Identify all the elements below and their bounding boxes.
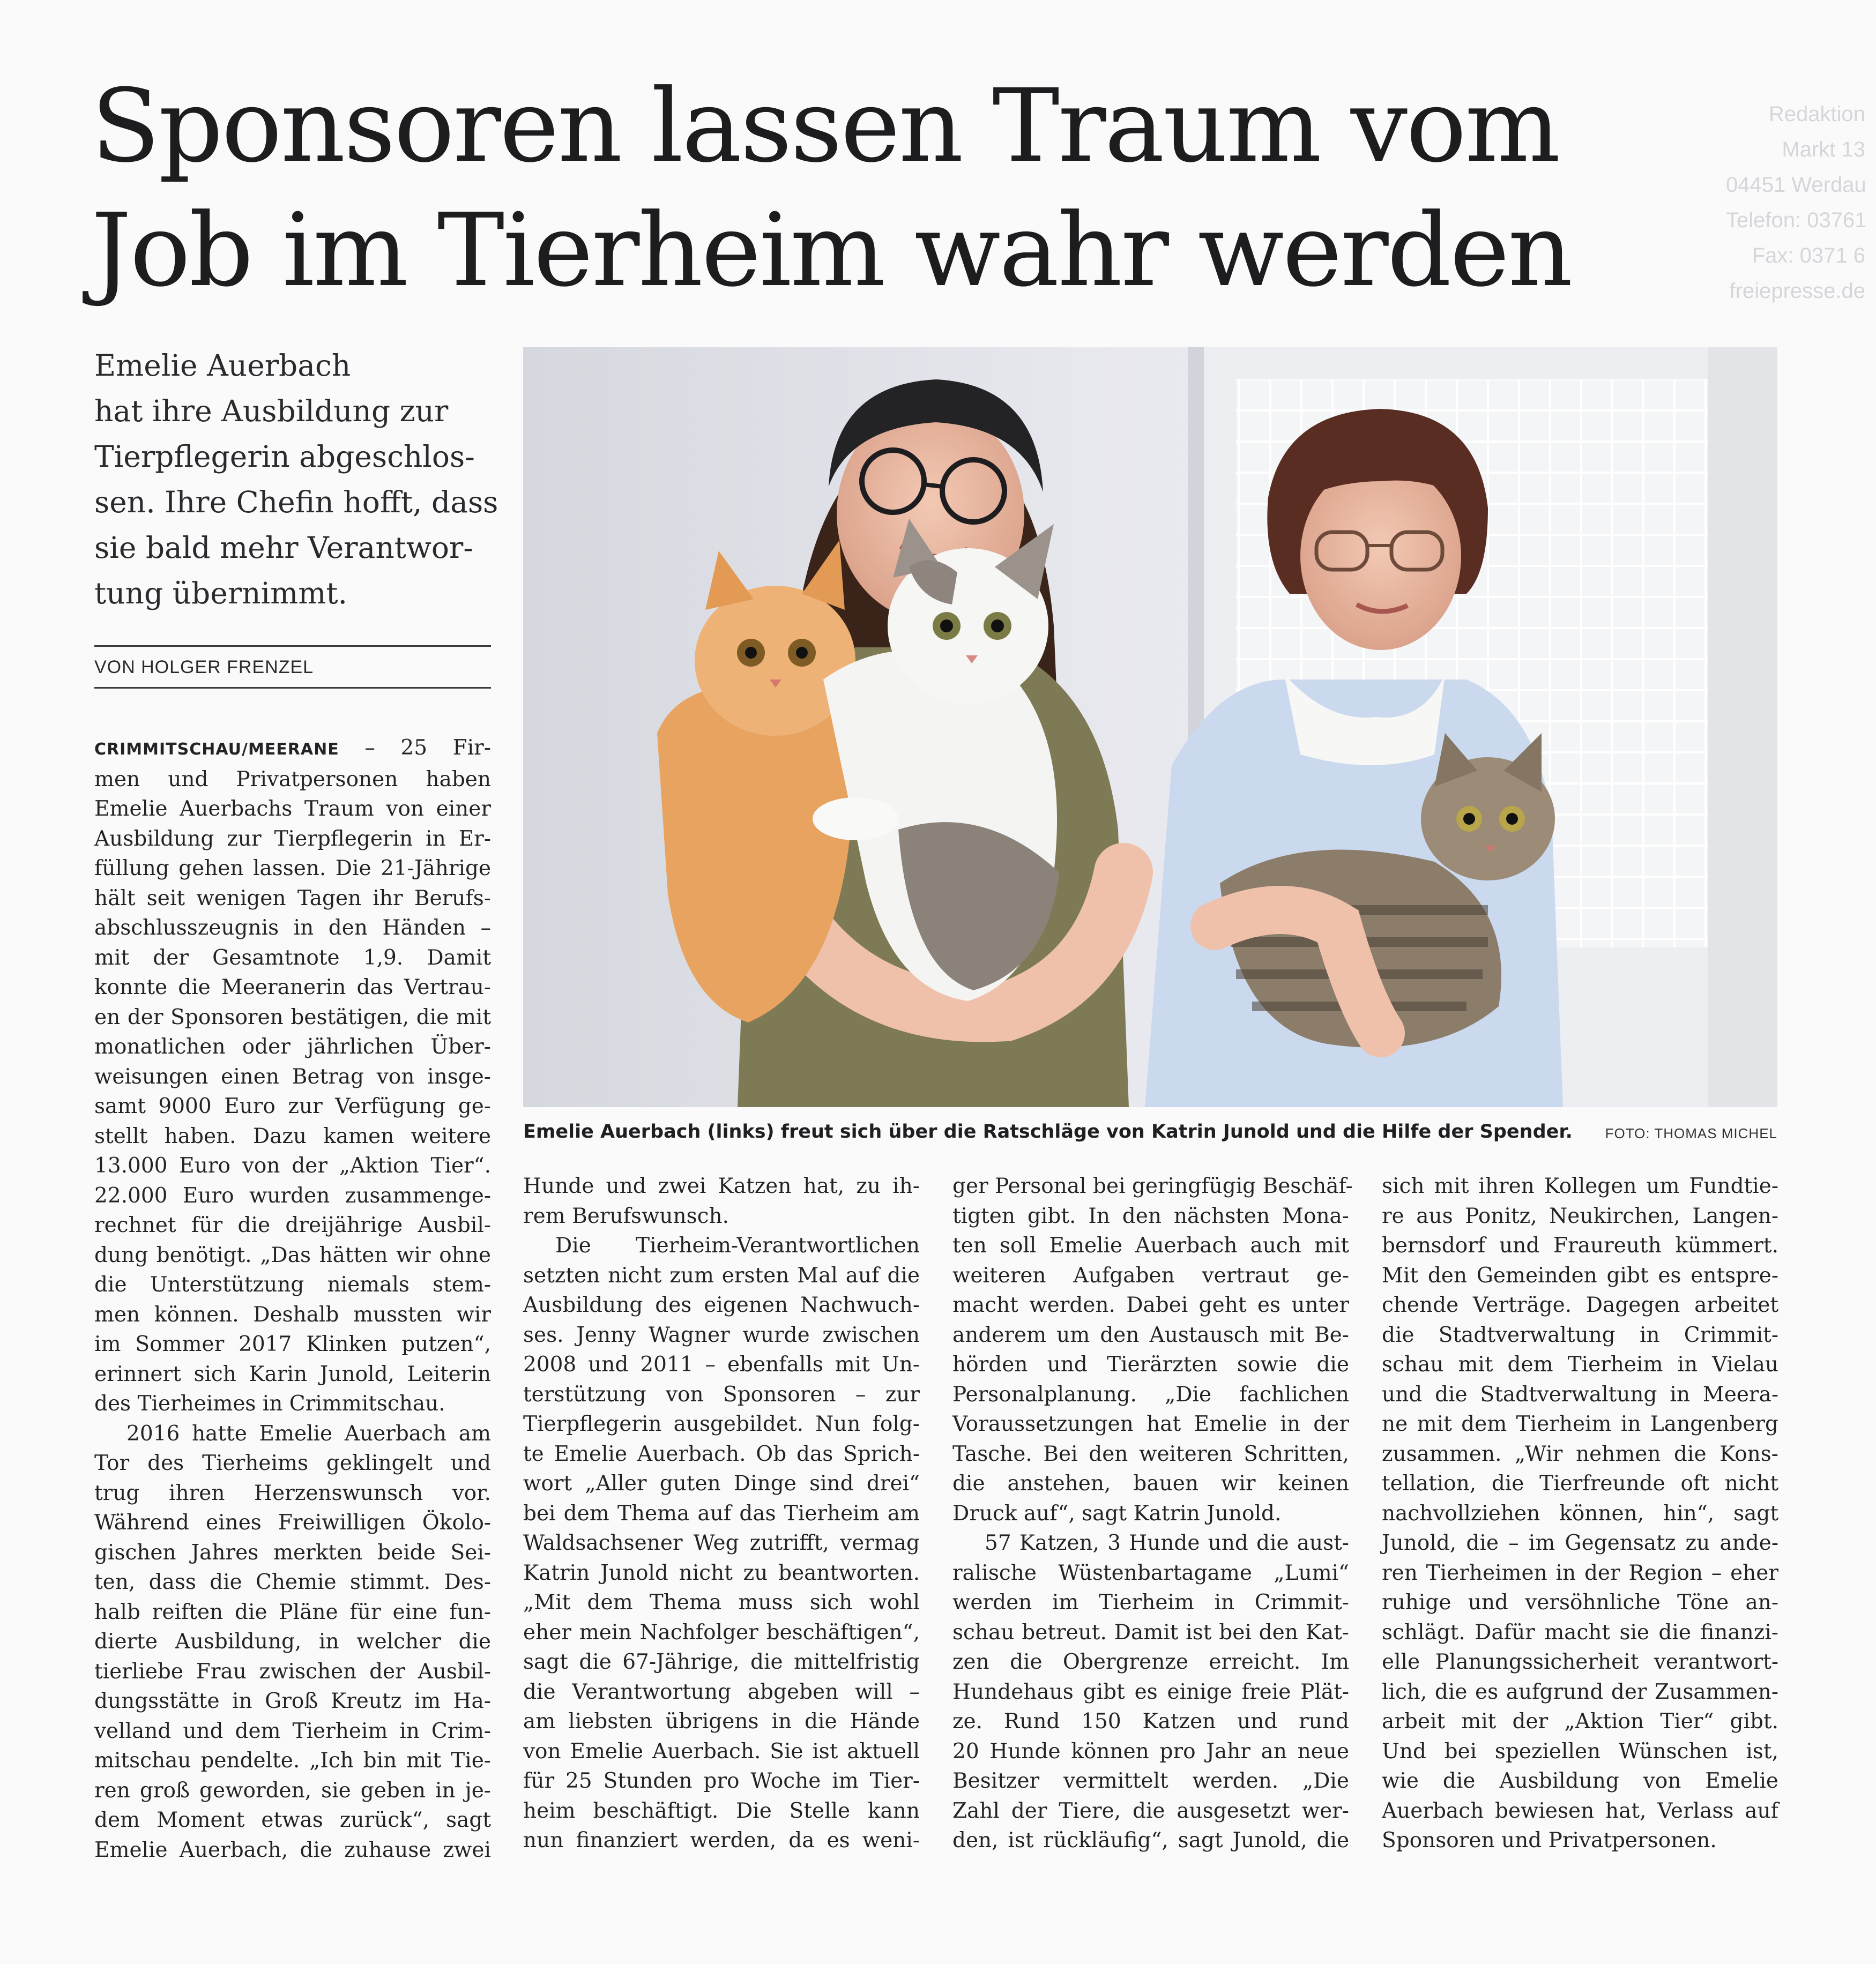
column-line: monatlichen oder jährlichen Über- <box>94 1035 491 1059</box>
column-line: chende Verträge. Dagegen arbeitet <box>1382 1293 1778 1317</box>
column-line: bei dem Thema auf das Tierheim am <box>523 1501 920 1526</box>
headline-line-2: Job im Tierheim wahr werden <box>91 192 1572 309</box>
column-line: Junold, die – im Gegensatz zu ande- <box>1382 1531 1778 1555</box>
column-line: halb reiften die Pläne für eine fun- <box>94 1600 491 1624</box>
column-line: Personalplanung. „Die fachlichen <box>952 1382 1349 1407</box>
column-line: elle Planungssicherheit verantwort- <box>1382 1650 1778 1674</box>
column-line: 2016 hatte Emelie Auerbach am <box>126 1421 491 1446</box>
column-line: Auerbach bewiesen hat, Verlass auf <box>1382 1798 1778 1823</box>
teaser-line: sen. Ihre Chefin hofft, dass <box>94 485 498 519</box>
column-line: dung benötigt. „Das hätten wir ohne <box>94 1243 491 1267</box>
column-line: ralische Wüstenbartagame „Lumi“ <box>952 1560 1349 1585</box>
photo <box>523 347 1777 1107</box>
column-line: re aus Ponitz, Neukirchen, Langen- <box>1382 1204 1778 1228</box>
column-line: dierte Ausbildung, in welcher die <box>94 1630 491 1654</box>
column-line: für 25 Stunden pro Woche im Tier- <box>523 1769 920 1793</box>
column-line: ger Personal bei geringfügig Beschäf- <box>952 1174 1353 1198</box>
column-line: velland und dem Tierheim in Crim- <box>94 1719 491 1743</box>
dateline-continuation: – 25 Fir- <box>339 736 491 760</box>
column-line: ze. Rund 150 Katzen und rund <box>952 1709 1349 1734</box>
column-line: Sponsoren und Privatpersonen. <box>1382 1828 1717 1853</box>
column-line: men können. Deshalb mussten wir <box>94 1302 491 1327</box>
column-line: Waldsachsener Weg zutrifft, vermag <box>523 1531 920 1555</box>
column-line: mit der Gesamtnote 1,9. Damit <box>94 945 491 970</box>
column-line: 20 Hunde können pro Jahr an neue <box>952 1739 1349 1764</box>
column-line: heim beschäftigt. Die Stelle kann <box>523 1798 920 1823</box>
column-line: 13.000 Euro von der „Aktion Tier“. <box>94 1154 491 1178</box>
column-line: eher mein Nachfolger beschäftigen“, <box>523 1620 920 1645</box>
column-line: von Emelie Auerbach. Sie ist aktuell <box>523 1739 920 1764</box>
column-line: te Emelie Auerbach. Ob das Sprich- <box>523 1442 920 1466</box>
column-line: arbeit mit der „Aktion Tier“ gibt. <box>1382 1709 1778 1734</box>
column-line: Ausbildung des eigenen Nachwuch- <box>523 1293 920 1317</box>
column-line: ne mit dem Tierheim in Langenberg <box>1382 1412 1778 1436</box>
margin-bleedthrough-text <box>1726 96 1865 309</box>
column-line: füllung gehen lassen. Die 21-Jährige <box>94 856 491 880</box>
column-line: lich, die es aufgrund der Zusammen- <box>1382 1679 1778 1704</box>
column-line: des Tierheimes in Crimmitschau. <box>94 1392 445 1416</box>
teaser-line: sie bald mehr Verantwor- <box>94 531 473 565</box>
column-line: setzten nicht zum ersten Mal auf die <box>523 1263 920 1288</box>
column-line: dungsstätte in Groß Kreutz im Ha- <box>94 1689 491 1713</box>
column-line: Und bei speziellen Wünschen ist, <box>1382 1739 1778 1764</box>
teaser-line: Emelie Auerbach <box>94 348 351 383</box>
column-line: 57 Katzen, 3 Hunde und die aust- <box>985 1531 1349 1555</box>
column-line: Tasche. Bei den weiteren Schritten, <box>952 1442 1349 1466</box>
column-line: 22.000 Euro wurden zusammenge- <box>94 1183 491 1208</box>
column-line: tierliebe Frau zwischen der Ausbil- <box>94 1659 491 1684</box>
column-line: den, ist rückläufig“, sagt Junold, die <box>952 1828 1349 1853</box>
column-line: schau mit dem Tierheim in Vielau <box>1382 1353 1778 1377</box>
byline-rule-top <box>94 645 491 647</box>
column-line: 2008 und 2011 – ebenfalls mit Un- <box>523 1353 920 1377</box>
margin-ghost-line: 04451 Werdau <box>1726 173 1866 197</box>
column-line: werden im Tierheim in Crimmit- <box>952 1590 1349 1615</box>
column-line: ruhige und versöhnliche Töne an- <box>1382 1590 1778 1615</box>
margin-ghost-line: Fax: 0371 6 <box>1752 244 1865 267</box>
column-line: konnte die Meeranerin das Vertrau- <box>94 975 491 999</box>
column-line: erinnert sich Karin Junold, Leiterin <box>94 1362 491 1386</box>
column-line: macht werden. Dabei geht es unter <box>952 1293 1349 1317</box>
column-line: hält seit wenigen Tagen ihr Berufs- <box>94 886 491 910</box>
teaser <box>94 343 498 616</box>
column-line: ren Tierheimen in der Region – eher <box>1382 1560 1778 1585</box>
column-line: dem Moment etwas zurück“, sagt <box>94 1808 491 1832</box>
column-line: ses. Jenny Wagner wurde zwischen <box>523 1323 920 1347</box>
column-line: „Mit dem Thema muss sich wohl <box>523 1590 920 1615</box>
column-line: Hunde und zwei Katzen hat, zu ih- <box>523 1174 920 1198</box>
column-line: mitschau pendelte. „Ich bin mit Tie- <box>94 1749 491 1773</box>
margin-ghost-line: Redaktion <box>1768 102 1865 126</box>
column-line: Zahl der Tiere, die ausgesetzt wer- <box>952 1798 1349 1823</box>
column-line: anderem um den Austausch mit Be- <box>952 1323 1349 1347</box>
article-column-3 <box>952 1171 1353 1856</box>
column-line: wie die Ausbildung von Emelie <box>1382 1769 1778 1793</box>
column-line: Tierpflegerin ausgebildet. Nun folg- <box>523 1412 920 1436</box>
byline-rule-bottom <box>94 687 491 689</box>
column-line: die anstehen, bauen wir keinen <box>952 1472 1349 1496</box>
teaser-line: tung übernimmt. <box>94 576 348 610</box>
column-line: rem Berufswunsch. <box>523 1204 729 1228</box>
column-line: tigten gibt. In den nächsten Mona- <box>952 1204 1349 1228</box>
column-line: Voraussetzungen hat Emelie in der <box>952 1412 1349 1436</box>
column-line: Ausbildung zur Tierpflegerin in Er- <box>94 826 491 851</box>
column-line <box>94 733 491 765</box>
caption-text: Emelie Auerbach (links) freut sich über die Ratschläge von Katrin Junold und die Hilfe der Spender. <box>523 1121 1573 1142</box>
column-line: Emelie Auerbachs Traum von einer <box>94 797 491 821</box>
column-line: wort „Aller guten Dinge sind drei“ <box>523 1472 920 1496</box>
column-line: ren groß geworden, sie geben in je- <box>94 1778 491 1803</box>
column-line: sich mit ihren Kollegen um Fundtie- <box>1382 1174 1778 1198</box>
article-column-1 <box>94 733 491 1865</box>
column-line: Besitzer vermittelt werden. „Die <box>952 1769 1349 1793</box>
photo-caption <box>523 1121 1777 1148</box>
column-line: ten, dass die Chemie stimmt. Des- <box>94 1570 491 1594</box>
column-line: weiteren Aufgaben vertraut ge- <box>952 1263 1349 1288</box>
dateline: CRIMMITSCHAU/MEERANE <box>94 740 339 759</box>
column-line: im Sommer 2017 Klinken putzen“, <box>94 1332 491 1356</box>
column-line: rechnet für die dreijährige Ausbil- <box>94 1213 491 1237</box>
column-line: en der Sponsoren bestätigen, die mit <box>94 1005 491 1029</box>
photo-illustration <box>523 347 1777 1107</box>
column-line: Katrin Junold nicht zu beantworten. <box>523 1560 920 1585</box>
column-line: abschlusszeugnis in den Händen – <box>94 916 491 940</box>
column-line: schlägt. Dafür macht sie die finanzi- <box>1382 1620 1778 1645</box>
margin-ghost-line: Markt 13 <box>1782 138 1865 161</box>
column-line: die Stadtverwaltung in Crimmit- <box>1382 1323 1778 1347</box>
column-line: samt 9000 Euro zur Verfügung ge- <box>94 1094 491 1118</box>
column-line: schau betreut. Damit ist bei den Kat- <box>952 1620 1349 1645</box>
column-line: am liebsten übrigens in die Hände <box>523 1709 920 1734</box>
column-line: Während eines Freiwilligen Ökolo- <box>94 1511 491 1535</box>
column-line: Die Tierheim-Verantwortlichen <box>555 1234 920 1258</box>
column-line: Mit den Gemeinden gibt es entspre- <box>1382 1263 1778 1288</box>
column-line: Hundehaus gibt es einige freie Plät- <box>952 1679 1349 1704</box>
column-line: und die Stadtverwaltung in Meera- <box>1382 1382 1778 1407</box>
column-line: zusammen. „Wir nehmen die Kons- <box>1382 1442 1778 1466</box>
column-line: gischen Jahres merkten beide Sei- <box>94 1540 491 1565</box>
column-line: hörden und Tierärzten sowie die <box>952 1353 1349 1377</box>
column-line: Emelie Auerbach, die zuhause zwei <box>94 1838 491 1862</box>
article-column-4 <box>1382 1171 1778 1856</box>
byline: VON HOLGER FRENZEL <box>94 657 314 677</box>
article-column-2 <box>523 1171 920 1856</box>
margin-ghost-line: Telefon: 03761 <box>1726 208 1867 232</box>
column-line: Druck auf“, sagt Katrin Junold. <box>952 1501 1282 1526</box>
column-line: terstützung von Sponsoren – zur <box>523 1382 920 1407</box>
column-line: die Verantwortung abgeben will – <box>523 1679 920 1704</box>
column-line: trug ihren Herzenswunsch vor. <box>94 1481 491 1505</box>
column-line: tellation, die Tierfreunde oft nicht <box>1382 1472 1778 1496</box>
photo-credit: FOTO: THOMAS MICHEL <box>1605 1125 1777 1141</box>
column-line: sagt die 67-Jährige, die mittelfristig <box>523 1650 920 1674</box>
teaser-line: Tierpflegerin abgeschlos- <box>94 439 475 474</box>
margin-ghost-line: freiepresse.de <box>1729 279 1865 303</box>
column-line: bernsdorf und Fraureuth kümmert. <box>1382 1234 1778 1258</box>
column-line: Tor des Tierheims geklingelt und <box>94 1451 491 1475</box>
column-line: men und Privatpersonen haben <box>94 767 491 791</box>
column-line: die Unterstützung niemals stem- <box>94 1273 491 1297</box>
column-line: stellt haben. Dazu kamen weitere <box>94 1124 491 1148</box>
teaser-line: hat ihre Ausbildung zur <box>94 394 449 428</box>
column-line: zen die Obergrenze erreicht. Im <box>952 1650 1349 1674</box>
column-line: ten soll Emelie Auerbach auch mit <box>952 1234 1349 1258</box>
column-line: nun finanziert werden, da es weni- <box>523 1828 920 1853</box>
headline <box>91 64 1699 313</box>
headline-line-1: Sponsoren lassen Traum vom <box>91 68 1559 185</box>
column-line: nachvollziehen können, hin“, sagt <box>1382 1501 1778 1526</box>
column-line: weisungen einen Betrag von insge- <box>94 1064 491 1089</box>
